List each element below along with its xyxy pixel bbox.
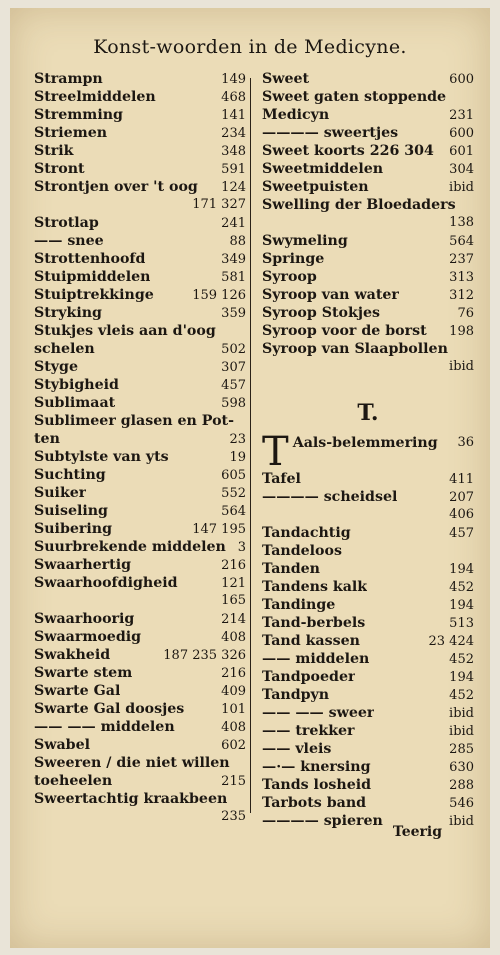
entry-page-number: 457 xyxy=(449,526,474,541)
left-column xyxy=(34,70,246,826)
page-header: Konst-woorden in de Medicyne. xyxy=(93,36,407,58)
section-letter: T. xyxy=(357,400,379,426)
entry-term: Strampn xyxy=(34,71,103,87)
entry-page-number: 564 xyxy=(221,504,246,519)
catchword: Teerig xyxy=(392,824,442,840)
entry-term: ———— sweertjes xyxy=(262,125,399,141)
entry-term: Suurbrekende middelen xyxy=(34,539,226,555)
index-entry xyxy=(34,574,246,592)
index-entry xyxy=(262,578,474,596)
entry-term: Swaarhoorig xyxy=(34,611,135,627)
entry-term: Tand-berbels xyxy=(262,615,366,631)
entry-page-number: 605 xyxy=(221,468,246,483)
entry-page-number: 207 xyxy=(449,490,474,505)
index-entry xyxy=(262,758,474,776)
entry-page-number: 216 xyxy=(221,558,246,573)
entry-term: Tandpoeder xyxy=(262,669,356,685)
index-entry xyxy=(262,304,474,322)
entry-page-number: 408 xyxy=(221,720,246,735)
index-entry xyxy=(34,196,246,214)
entry-term: Tand kassen xyxy=(262,633,360,649)
entry-term: Syroop voor de borst xyxy=(262,323,427,339)
index-entry xyxy=(34,790,246,808)
entry-page-number: 215 xyxy=(221,774,246,789)
index-entry xyxy=(34,286,246,304)
entry-term: Swarte Gal doosjes xyxy=(34,701,185,717)
index-entry xyxy=(262,470,474,488)
index-entry xyxy=(34,808,246,826)
entry-term: Strotlap xyxy=(34,215,99,231)
index-entry xyxy=(34,466,246,484)
entry-page-number: 591 xyxy=(221,162,246,177)
entry-term: Syroop van Slaapbollen xyxy=(262,341,448,357)
entry-page-number: 88 xyxy=(229,234,246,249)
entry-term: Tands losheid xyxy=(262,777,372,793)
entry-page-number: ibid xyxy=(449,359,474,374)
entry-page-number: 406 xyxy=(449,507,474,522)
entry-page-number: 187 235 326 xyxy=(163,648,246,663)
index-entry xyxy=(34,646,246,664)
index-entry xyxy=(262,776,474,794)
index-entry xyxy=(262,722,474,740)
entry-term: Subtylste van yts xyxy=(34,449,169,465)
index-entry xyxy=(34,340,246,358)
entry-term: Tandinge xyxy=(262,597,336,613)
column-divider xyxy=(250,78,251,813)
index-entry xyxy=(34,412,246,430)
entry-term: Stuipmiddelen xyxy=(34,269,151,285)
entry-page-number: 231 xyxy=(449,108,474,123)
entry-page-number: 3 xyxy=(237,540,246,555)
index-entry xyxy=(262,232,474,250)
entry-term: Springe xyxy=(262,251,325,267)
entry-page-number: 598 xyxy=(221,396,246,411)
book-page xyxy=(10,8,490,948)
index-entry xyxy=(262,340,474,358)
index-entry xyxy=(262,160,474,178)
entry-page-number: 159 126 xyxy=(192,288,246,303)
index-entry xyxy=(34,394,246,412)
entry-term: Strik xyxy=(34,143,74,159)
index-entry xyxy=(262,322,474,340)
index-entry xyxy=(262,524,474,542)
index-entry xyxy=(262,794,474,812)
index-entry xyxy=(34,628,246,646)
index-entry xyxy=(262,124,474,142)
entry-page-number: 452 xyxy=(449,580,474,595)
entry-page-number: 312 xyxy=(449,288,474,303)
entry-page-number: 288 xyxy=(449,778,474,793)
entry-page-number: 241 xyxy=(221,216,246,231)
index-entry xyxy=(34,556,246,574)
index-entry xyxy=(262,268,474,286)
entry-term: —·— knersing xyxy=(262,759,371,775)
entry-page-number: 601 xyxy=(449,144,474,159)
index-entry xyxy=(262,650,474,668)
index-entry xyxy=(262,178,474,196)
drop-cap: T xyxy=(262,434,289,470)
index-entry xyxy=(34,736,246,754)
entry-term: Sweet xyxy=(262,71,310,87)
index-entry xyxy=(262,668,474,686)
entry-page-number: 101 xyxy=(221,702,246,717)
entry-page-number: ibid xyxy=(449,180,474,195)
entry-page-number: ibid xyxy=(449,814,474,829)
entry-page-number: 468 xyxy=(221,90,246,105)
entry-term: Sublimeer glasen en Pot- xyxy=(34,413,234,429)
index-entry xyxy=(34,304,246,322)
entry-page-number: 19 xyxy=(229,450,246,465)
entry-term: toeheelen xyxy=(34,773,113,789)
index-entry xyxy=(262,88,474,106)
index-entry xyxy=(262,142,474,160)
entry-term: ten xyxy=(34,431,60,447)
index-entry xyxy=(262,196,474,214)
index-entry xyxy=(262,704,474,722)
index-entry xyxy=(34,448,246,466)
entry-page-number: 76 xyxy=(457,306,474,321)
entry-term: ———— spieren xyxy=(262,813,383,829)
index-entry xyxy=(262,286,474,304)
index-entry xyxy=(34,430,246,448)
index-entry xyxy=(34,214,246,232)
index-entry xyxy=(34,358,246,376)
entry-term: Tandeloos xyxy=(262,543,342,559)
entry-term: Tandpyn xyxy=(262,687,330,703)
entry-term: —— trekker xyxy=(262,723,355,739)
entry-page-number: ibid xyxy=(449,724,474,739)
entry-term: Syroop xyxy=(262,269,317,285)
index-entry xyxy=(262,214,474,232)
entry-term: Sweertachtig kraakbeen xyxy=(34,791,228,807)
index-entry xyxy=(34,610,246,628)
entry-page-number: 304 xyxy=(449,162,474,177)
entry-page-number: 235 xyxy=(221,809,246,824)
entry-term: schelen xyxy=(34,341,95,357)
entry-term: Suiker xyxy=(34,485,87,501)
entry-term: Swaarhoofdigheid xyxy=(34,575,178,591)
entry-page-number: 359 xyxy=(221,306,246,321)
index-entry xyxy=(34,718,246,736)
entry-term: Tarbots band xyxy=(262,795,367,811)
entry-page-number: 349 xyxy=(221,252,246,267)
index-entry xyxy=(262,596,474,614)
entry-term: Swelling der Bloedaders xyxy=(262,197,456,213)
entry-page-number: 23 424 xyxy=(428,634,474,649)
index-entry xyxy=(34,700,246,718)
index-entry xyxy=(262,250,474,268)
entry-page-number: 216 xyxy=(221,666,246,681)
entry-term: Tafel xyxy=(262,471,301,487)
index-entry xyxy=(34,682,246,700)
entry-term: Swaarhertig xyxy=(34,557,131,573)
entry-term: Styge xyxy=(34,359,78,375)
entry-page-number: 452 xyxy=(449,688,474,703)
index-entry xyxy=(34,70,246,88)
entry-term: —— —— middelen xyxy=(34,719,175,735)
entry-term: Medicyn xyxy=(262,107,330,123)
entry-term: Swaarmoedig xyxy=(34,629,142,645)
index-entry xyxy=(34,124,246,142)
entry-page-number: 409 xyxy=(221,684,246,699)
entry-term: Stukjes vleis aan d'oog xyxy=(34,323,216,339)
entry-page-number: 307 xyxy=(221,360,246,375)
entry-page-number: 581 xyxy=(221,270,246,285)
entry-page-number: 124 xyxy=(221,180,246,195)
index-entry xyxy=(262,542,474,560)
entry-term: Sublimaat xyxy=(34,395,116,411)
entry-page-number: 121 xyxy=(221,576,246,591)
entry-page-number: 285 xyxy=(449,742,474,757)
index-entry xyxy=(34,772,246,790)
entry-page-number: 313 xyxy=(449,270,474,285)
entry-page-number: 552 xyxy=(221,486,246,501)
s-entries xyxy=(262,70,474,376)
index-entry xyxy=(34,664,246,682)
index-entry xyxy=(34,484,246,502)
entry-term: Swarte stem xyxy=(34,665,133,681)
entry-term: —— vleis xyxy=(262,741,332,757)
index-entry xyxy=(34,538,246,556)
entry-term: —— —— sweer xyxy=(262,705,375,721)
entry-page-number: 602 xyxy=(221,738,246,753)
entry-page-number: 502 xyxy=(221,342,246,357)
entry-page-number: 564 xyxy=(449,234,474,249)
entry-term: Suibering xyxy=(34,521,112,537)
entry-term: Sweetmiddelen xyxy=(262,161,384,177)
index-entry xyxy=(34,502,246,520)
entry-term: Sweet koorts 226 304 xyxy=(262,143,434,159)
index-entry xyxy=(262,740,474,758)
index-entry xyxy=(34,592,246,610)
index-entry xyxy=(34,88,246,106)
index-entry xyxy=(262,434,474,470)
entry-page-number: 237 xyxy=(449,252,474,267)
entry-page-number: 214 xyxy=(221,612,246,627)
entry-term: Streelmiddelen xyxy=(34,89,156,105)
entry-term: Swymeling xyxy=(262,233,348,249)
entry-page-number: 23 xyxy=(229,432,246,447)
entry-term: Suchting xyxy=(34,467,106,483)
entry-term: Sweet gaten stoppende xyxy=(262,89,447,105)
entry-page-number: 194 xyxy=(449,670,474,685)
index-entry xyxy=(262,358,474,376)
index-entry xyxy=(34,322,246,340)
entry-page-number: 147 195 xyxy=(192,522,246,537)
entry-term: Tandens kalk xyxy=(262,579,368,595)
entry-page-number: 452 xyxy=(449,652,474,667)
entry-page-number: 546 xyxy=(449,796,474,811)
index-entry xyxy=(262,560,474,578)
entry-term: Stryking xyxy=(34,305,102,321)
index-entry xyxy=(34,250,246,268)
index-entry xyxy=(34,142,246,160)
entry-term: Suiseling xyxy=(34,503,108,519)
entry-term: Sweeren / die niet willen xyxy=(34,755,230,771)
entry-page-number: 165 xyxy=(221,593,246,608)
entry-page-number: 36 xyxy=(457,435,474,450)
entry-page-number: 198 xyxy=(449,324,474,339)
index-entry xyxy=(262,106,474,124)
entry-term: Strottenhoofd xyxy=(34,251,146,267)
index-entry xyxy=(262,488,474,506)
index-entry xyxy=(262,614,474,632)
entry-page-number: 194 xyxy=(449,562,474,577)
t-entries xyxy=(262,434,474,830)
entry-term: Stuiptrekkinge xyxy=(34,287,154,303)
index-entry xyxy=(34,232,246,250)
index-entry xyxy=(262,70,474,88)
index-entry xyxy=(262,632,474,650)
index-entry xyxy=(262,686,474,704)
index-entry xyxy=(262,812,474,830)
entry-term: Tanden xyxy=(262,561,320,577)
right-column xyxy=(262,70,474,830)
entry-term: —— middelen xyxy=(262,651,370,667)
entry-page-number: 234 xyxy=(221,126,246,141)
entry-term: Stront xyxy=(34,161,85,177)
entry-term: Syroop Stokjes xyxy=(262,305,380,321)
entry-page-number: 411 xyxy=(449,472,474,487)
entry-page-number: 138 xyxy=(449,215,474,230)
entry-page-number: 348 xyxy=(221,144,246,159)
entry-term: Tandachtig xyxy=(262,525,351,541)
entry-term: Strontjen over 't oog xyxy=(34,179,198,195)
entry-page-number: 630 xyxy=(449,760,474,775)
entry-term: ———— scheidsel xyxy=(262,489,398,505)
index-entry xyxy=(34,178,246,196)
entry-term: Syroop van water xyxy=(262,287,399,303)
entry-page-number: 513 xyxy=(449,616,474,631)
entry-term: Striemen xyxy=(34,125,108,141)
entry-term: Sweetpuisten xyxy=(262,179,369,195)
index-entry xyxy=(34,268,246,286)
entry-term: Stremming xyxy=(34,107,123,123)
entry-page-number: ibid xyxy=(449,706,474,721)
entry-term: T Aals-belemmering xyxy=(262,434,438,470)
entry-term: Swakheid xyxy=(34,647,111,663)
entry-term: Swabel xyxy=(34,737,90,753)
index-entry xyxy=(34,754,246,772)
entry-page-number: 194 xyxy=(449,598,474,613)
index-entry xyxy=(34,106,246,124)
entry-page-number: 600 xyxy=(449,126,474,141)
index-entry xyxy=(34,520,246,538)
entry-page-number: 149 xyxy=(221,72,246,87)
index-entry xyxy=(34,376,246,394)
index-entry xyxy=(34,160,246,178)
entry-page-number: 141 xyxy=(221,108,246,123)
index-entry xyxy=(262,506,474,524)
entry-page-number: 171 327 xyxy=(192,197,246,212)
entry-term: Swarte Gal xyxy=(34,683,121,699)
entry-page-number: 600 xyxy=(449,72,474,87)
entry-page-number: 408 xyxy=(221,630,246,645)
entry-term: —— snee xyxy=(34,233,104,249)
entry-page-number: 457 xyxy=(221,378,246,393)
entry-term: Stybigheid xyxy=(34,377,119,393)
